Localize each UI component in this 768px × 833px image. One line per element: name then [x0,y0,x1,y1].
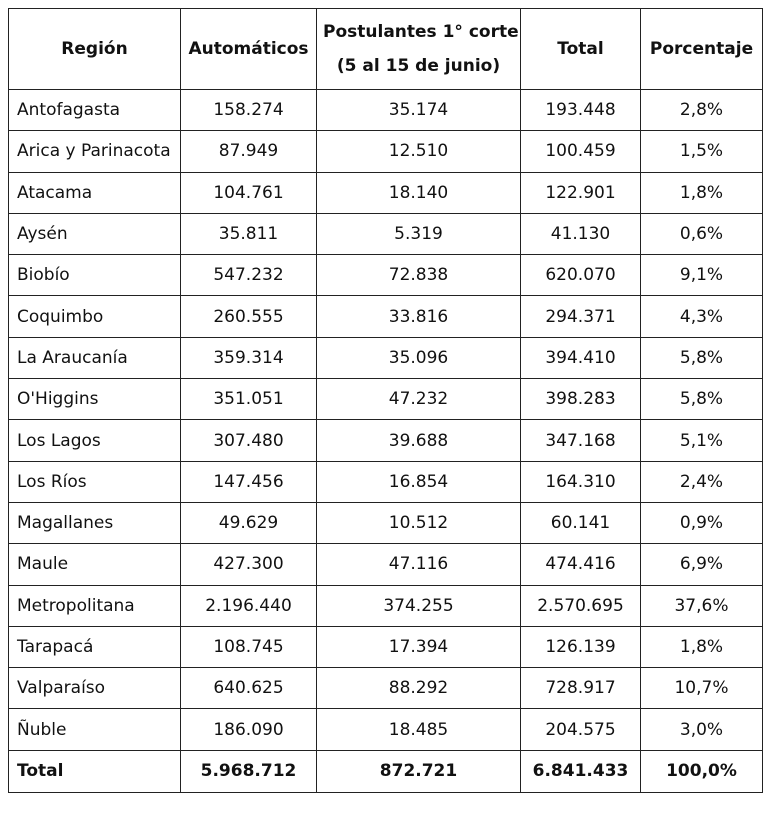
cell-automaticos: 186.090 [181,709,317,750]
cell-region: Tarapacá [9,626,181,667]
cell-region: Coquimbo [9,296,181,337]
table-row [9,90,763,131]
cell-porcentaje: 37,6% [641,585,763,626]
cell-automaticos: 260.555 [181,296,317,337]
cell-region: Atacama [9,172,181,213]
cell-total: 60.141 [521,502,641,543]
cell-porcentaje: 5,8% [641,337,763,378]
header-porcentaje: Porcentaje [641,9,763,90]
cell-region: Antofagasta [9,90,181,131]
cell-total: 398.283 [521,379,641,420]
cell-region: Los Ríos [9,461,181,502]
cell-porcentaje: 1,8% [641,172,763,213]
cell-postulantes: 39.688 [317,420,521,461]
cell-automaticos: 108.745 [181,626,317,667]
totals-porcentaje: 100,0% [641,750,763,792]
cell-automaticos: 307.480 [181,420,317,461]
cell-total: 728.917 [521,668,641,709]
cell-region: La Araucanía [9,337,181,378]
cell-automaticos: 427.300 [181,544,317,585]
cell-automaticos: 87.949 [181,131,317,172]
cell-total: 122.901 [521,172,641,213]
cell-postulantes: 374.255 [317,585,521,626]
cell-porcentaje: 1,5% [641,131,763,172]
cell-automaticos: 359.314 [181,337,317,378]
cell-porcentaje: 4,3% [641,296,763,337]
cell-region: Aysén [9,213,181,254]
cell-region: O'Higgins [9,379,181,420]
cell-postulantes: 16.854 [317,461,521,502]
cell-automaticos: 640.625 [181,668,317,709]
table-row [9,626,763,667]
cell-region: Biobío [9,255,181,296]
table-row [9,255,763,296]
table-row [9,502,763,543]
cell-porcentaje: 2,4% [641,461,763,502]
cell-porcentaje: 2,8% [641,90,763,131]
cell-total: 41.130 [521,213,641,254]
cell-total: 347.168 [521,420,641,461]
totals-postulantes: 872.721 [317,750,521,792]
cell-region: Ñuble [9,709,181,750]
header-region: Región [9,9,181,90]
cell-porcentaje: 6,9% [641,544,763,585]
cell-total: 294.371 [521,296,641,337]
cell-porcentaje: 5,8% [641,379,763,420]
cell-total: 204.575 [521,709,641,750]
cell-region: Valparaíso [9,668,181,709]
table-row [9,337,763,378]
table-row [9,544,763,585]
regional-table [8,8,763,793]
cell-porcentaje: 0,6% [641,213,763,254]
cell-automaticos: 104.761 [181,172,317,213]
cell-postulantes: 47.116 [317,544,521,585]
cell-porcentaje: 10,7% [641,668,763,709]
table-row [9,213,763,254]
totals-total: 6.841.433 [521,750,641,792]
cell-total: 620.070 [521,255,641,296]
header-row [9,9,763,90]
cell-automaticos: 35.811 [181,213,317,254]
table-row [9,461,763,502]
cell-porcentaje: 1,8% [641,626,763,667]
cell-porcentaje: 0,9% [641,502,763,543]
cell-postulantes: 33.816 [317,296,521,337]
cell-region: Los Lagos [9,420,181,461]
table-row [9,296,763,337]
cell-postulantes: 12.510 [317,131,521,172]
cell-total: 193.448 [521,90,641,131]
table-row [9,379,763,420]
cell-total: 164.310 [521,461,641,502]
cell-region: Magallanes [9,502,181,543]
cell-postulantes: 72.838 [317,255,521,296]
cell-porcentaje: 9,1% [641,255,763,296]
cell-automaticos: 49.629 [181,502,317,543]
cell-postulantes: 47.232 [317,379,521,420]
cell-postulantes: 35.174 [317,90,521,131]
header-automaticos: Automáticos [181,9,317,90]
totals-automaticos: 5.968.712 [181,750,317,792]
totals-row [9,750,763,792]
cell-region: Metropolitana [9,585,181,626]
cell-total: 474.416 [521,544,641,585]
cell-automaticos: 147.456 [181,461,317,502]
cell-postulantes: 5.319 [317,213,521,254]
cell-porcentaje: 3,0% [641,709,763,750]
cell-automaticos: 351.051 [181,379,317,420]
cell-postulantes: 18.485 [317,709,521,750]
header-postulantes [317,9,521,90]
cell-region: Maule [9,544,181,585]
table-row [9,172,763,213]
cell-postulantes: 35.096 [317,337,521,378]
table-row [9,709,763,750]
cell-total: 2.570.695 [521,585,641,626]
cell-automaticos: 2.196.440 [181,585,317,626]
header-postulantes-line2: (5 al 15 de junio) [336,56,501,76]
table-row [9,131,763,172]
cell-postulantes: 18.140 [317,172,521,213]
cell-region: Arica y Parinacota [9,131,181,172]
cell-porcentaje: 5,1% [641,420,763,461]
header-postulantes-line1: Postulantes 1° corte [323,22,519,42]
cell-postulantes: 17.394 [317,626,521,667]
table-row [9,585,763,626]
cell-postulantes: 88.292 [317,668,521,709]
table-row [9,668,763,709]
cell-automaticos: 158.274 [181,90,317,131]
cell-total: 126.139 [521,626,641,667]
totals-label: Total [9,750,181,792]
cell-automaticos: 547.232 [181,255,317,296]
header-total: Total [521,9,641,90]
cell-total: 100.459 [521,131,641,172]
table-row [9,420,763,461]
cell-postulantes: 10.512 [317,502,521,543]
cell-total: 394.410 [521,337,641,378]
